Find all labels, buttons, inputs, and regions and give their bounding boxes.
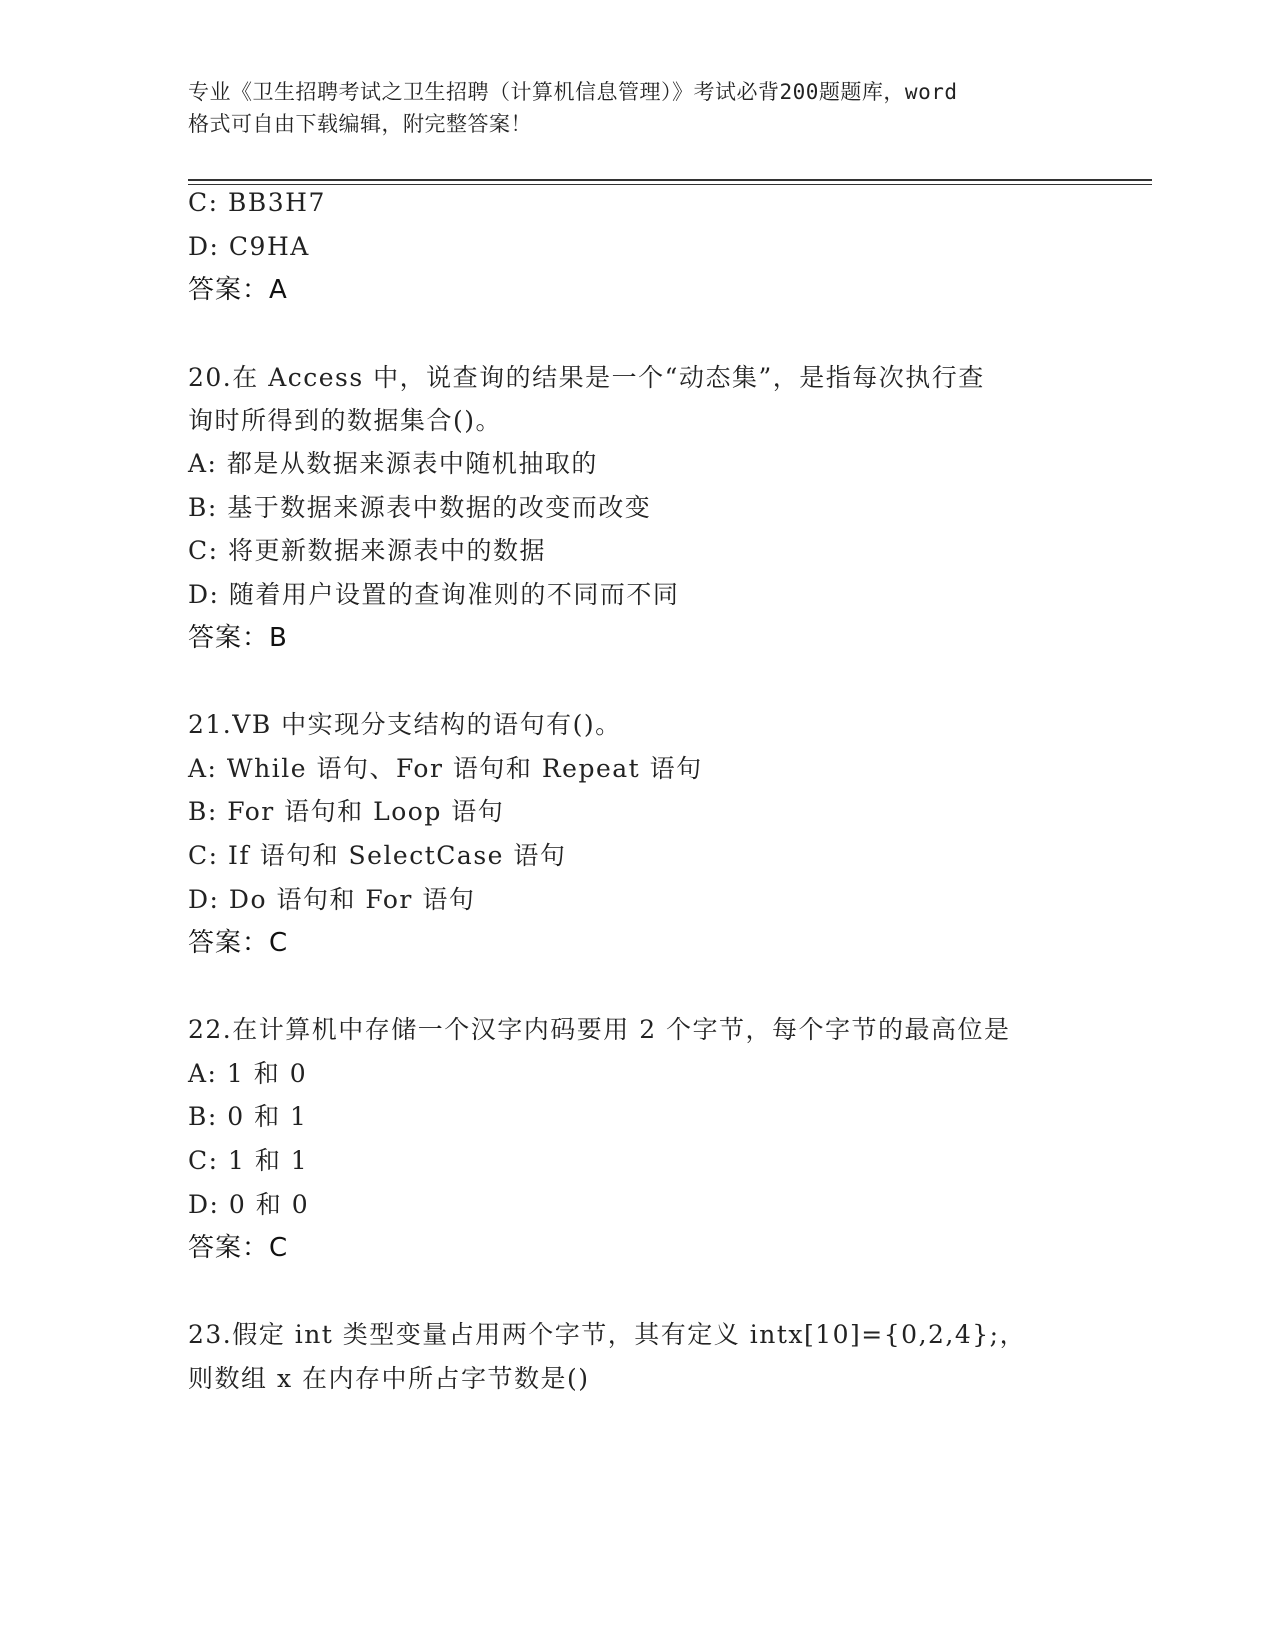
header-line-1: 专业《卫生招聘考试之卫生招聘（计算机信息管理）》考试必背200题题库，word [188,80,958,104]
q20-stem-line-1: 20.在 Access 中，说查询的结果是一个“动态集”，是指每次执行查 [188,363,985,392]
q23-stem-line-2: 则数组 x 在内存中所占字节数是() [188,1364,590,1393]
q21-option-d: D: Do 语句和 For 语句 [188,885,476,914]
q20-option-c: C: 将更新数据来源表中的数据 [188,536,546,565]
q20-option-a: A: 都是从数据来源表中随机抽取的 [188,449,598,478]
prev-option-d: D: C9HA [188,232,310,261]
q22-option-a: A: 1 和 0 [188,1059,308,1088]
q22-option-d: D: 0 和 0 [188,1190,310,1219]
q20-option-b: B: 基于数据来源表中数据的改变而改变 [188,493,652,522]
q21-option-a: A: While 语句、For 语句和 Repeat 语句 [188,754,703,783]
q22-answer: 答案：C [188,1233,289,1263]
prev-option-c: C: BB3H7 [188,188,326,217]
q21-option-c: C: If 语句和 SelectCase 语句 [188,841,567,870]
q21-stem-line-1: 21.VB 中实现分支结构的语句有()。 [188,710,622,739]
q22-stem-line-1: 22.在计算机中存储一个汉字内码要用 2 个字节，每个字节的最高位是 [188,1015,1011,1044]
header-rule-thin [188,184,1152,185]
header-rule-thick [188,179,1152,181]
q20-answer: 答案：B [188,623,288,653]
q21-option-b: B: For 语句和 Loop 语句 [188,797,505,826]
q23-stem-line-1: 23.假定 int 类型变量占用两个字节，其有定义 intx[10]={0,2,4};， [188,1320,1027,1349]
header-line-2: 格式可自由下载编辑，附完整答案！ [188,112,532,136]
q22-option-c: C: 1 和 1 [188,1146,309,1175]
document-header [188,76,1088,140]
q20-stem-line-2: 询时所得到的数据集合()。 [188,406,503,435]
q22-option-b: B: 0 和 1 [188,1102,308,1131]
q20-option-d: D: 随着用户设置的查询准则的不同而不同 [188,580,680,609]
prev-answer: 答案：A [188,275,288,305]
q21-answer: 答案：C [188,928,289,958]
